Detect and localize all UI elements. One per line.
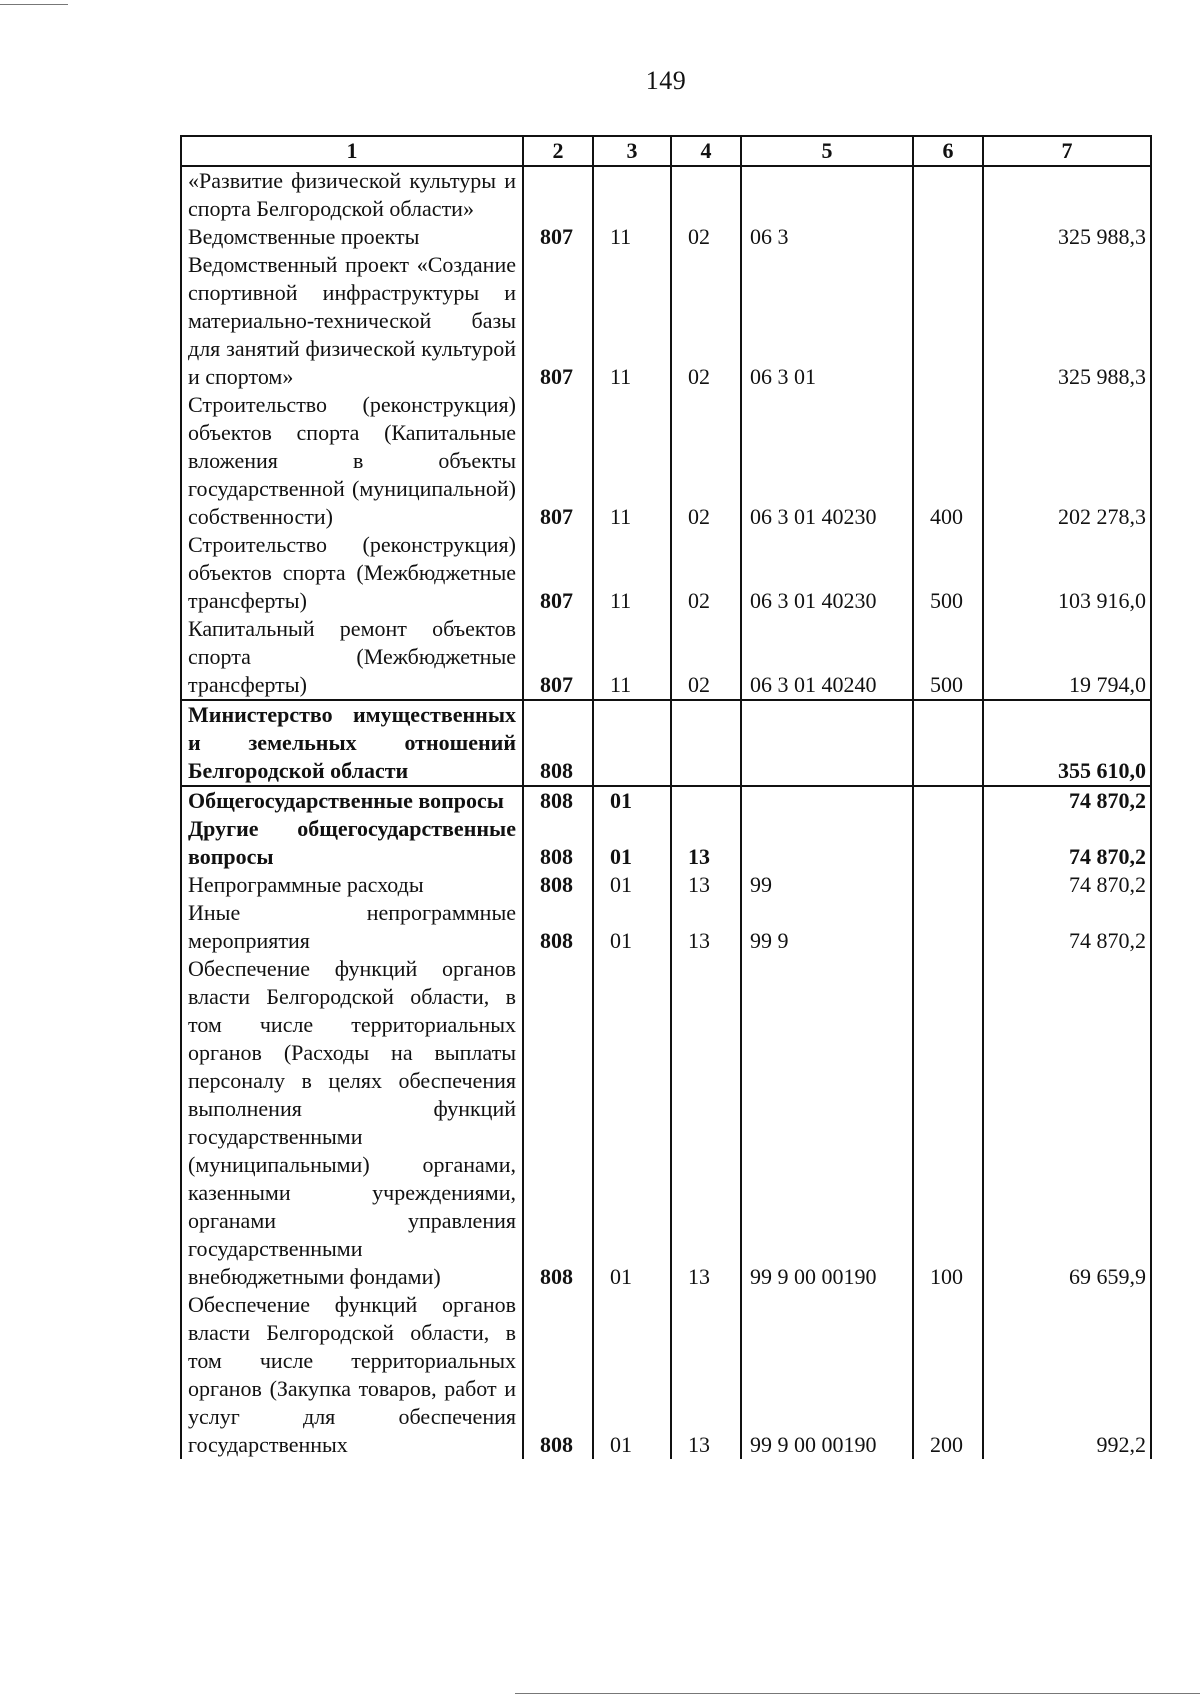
ministry-code: 808	[523, 815, 593, 871]
target-article-code	[741, 700, 913, 786]
expense-kind-code: 100	[913, 955, 983, 1291]
subsection-code: 02	[671, 615, 741, 700]
row-name: «Развитие физической культуры и спорта Белгородской области»	[181, 166, 523, 223]
table-row	[181, 391, 1151, 531]
row-name: Обеспечение функций органов власти Белгородской области, в том числе территориальных органов (Расходы на выплаты персоналу в целях обеспечения выполнения функций государственными (муниципальными) органами, казенными учреждениями, органами управления государственными внебюджетными фондами)	[181, 955, 523, 1291]
subsection-code: 02	[671, 531, 741, 615]
amount: 202 278,3	[983, 391, 1151, 531]
row-name: Иные непрограммные мероприятия	[181, 899, 523, 955]
subsection-code: 02	[671, 251, 741, 391]
section-code: 11	[593, 251, 671, 391]
table-row	[181, 615, 1151, 700]
subsection-code: 13	[671, 899, 741, 955]
row-name: Капитальный ремонт объектов спорта (Межбюджетные трансферты)	[181, 615, 523, 700]
expense-kind-code	[913, 899, 983, 955]
section-code	[593, 700, 671, 786]
ministry-code	[523, 166, 593, 223]
expense-kind-code	[913, 251, 983, 391]
subsection-code: 02	[671, 223, 741, 251]
section-code: 11	[593, 223, 671, 251]
row-name: Непрограммные расходы	[181, 871, 523, 899]
ministry-code: 807	[523, 615, 593, 700]
row-name: Другие общегосударственные вопросы	[181, 815, 523, 871]
table-row	[181, 899, 1151, 955]
table-row	[181, 166, 1151, 223]
amount	[983, 166, 1151, 223]
expense-kind-code	[913, 871, 983, 899]
amount: 325 988,3	[983, 223, 1151, 251]
section-code: 01	[593, 1291, 671, 1459]
amount: 19 794,0	[983, 615, 1151, 700]
expense-kind-code	[913, 223, 983, 251]
target-article-code: 06 3	[741, 223, 913, 251]
column-header: 7	[983, 136, 1151, 166]
scan-edge-line	[515, 1693, 1200, 1694]
table-row	[181, 700, 1151, 786]
budget-table	[180, 135, 1152, 1459]
ministry-code: 808	[523, 871, 593, 899]
table-row	[181, 871, 1151, 899]
ministry-code: 808	[523, 700, 593, 786]
amount: 74 870,2	[983, 871, 1151, 899]
table-row	[181, 815, 1151, 871]
table-row	[181, 223, 1151, 251]
section-code: 11	[593, 615, 671, 700]
scan-edge-line	[0, 4, 68, 5]
subsection-code: 02	[671, 391, 741, 531]
table-row	[181, 955, 1151, 1291]
amount: 74 870,2	[983, 786, 1151, 815]
row-name: Министерство имущественных и земельных отношений Белгородской области	[181, 700, 523, 786]
column-header: 5	[741, 136, 913, 166]
target-article-code: 06 3 01	[741, 251, 913, 391]
column-header: 4	[671, 136, 741, 166]
section-code	[593, 166, 671, 223]
section-code: 01	[593, 815, 671, 871]
ministry-code: 807	[523, 251, 593, 391]
subsection-code	[671, 786, 741, 815]
target-article-code: 06 3 01 40230	[741, 391, 913, 531]
ministry-code: 807	[523, 223, 593, 251]
ministry-code: 808	[523, 955, 593, 1291]
row-name: Обеспечение функций органов власти Белгородской области, в том числе территориальных органов (Закупка товаров, работ и услуг для обеспечения государственных	[181, 1291, 523, 1459]
amount: 69 659,9	[983, 955, 1151, 1291]
expense-kind-code: 200	[913, 1291, 983, 1459]
table-row	[181, 531, 1151, 615]
section-code: 11	[593, 531, 671, 615]
section-code: 01	[593, 955, 671, 1291]
column-header: 1	[181, 136, 523, 166]
page-number: 149	[645, 66, 687, 95]
target-article-code	[741, 786, 913, 815]
target-article-code: 99	[741, 871, 913, 899]
subsection-code: 13	[671, 871, 741, 899]
target-article-code: 06 3 01 40230	[741, 531, 913, 615]
table-row	[181, 786, 1151, 815]
ministry-code: 808	[523, 899, 593, 955]
subsection-code: 13	[671, 955, 741, 1291]
column-header: 3	[593, 136, 671, 166]
table-header-row	[181, 136, 1151, 166]
target-article-code: 99 9 00 00190	[741, 955, 913, 1291]
target-article-code: 99 9 00 00190	[741, 1291, 913, 1459]
expense-kind-code	[913, 815, 983, 871]
amount: 992,2	[983, 1291, 1151, 1459]
target-article-code	[741, 166, 913, 223]
subsection-code	[671, 700, 741, 786]
amount: 355 610,0	[983, 700, 1151, 786]
subsection-code	[671, 166, 741, 223]
ministry-code: 807	[523, 531, 593, 615]
target-article-code: 06 3 01 40240	[741, 615, 913, 700]
amount: 103 916,0	[983, 531, 1151, 615]
amount: 74 870,2	[983, 899, 1151, 955]
row-name: Строительство (реконструкция) объектов спорта (Межбюджетные трансферты)	[181, 531, 523, 615]
ministry-code: 807	[523, 391, 593, 531]
expense-kind-code	[913, 166, 983, 223]
expense-kind-code: 500	[913, 531, 983, 615]
row-name: Ведомственные проекты	[181, 223, 523, 251]
column-header: 2	[523, 136, 593, 166]
section-code: 01	[593, 871, 671, 899]
expense-kind-code	[913, 700, 983, 786]
ministry-code: 808	[523, 1291, 593, 1459]
subsection-code: 13	[671, 1291, 741, 1459]
expense-kind-code: 400	[913, 391, 983, 531]
section-code: 11	[593, 391, 671, 531]
target-article-code: 99 9	[741, 899, 913, 955]
table-row	[181, 251, 1151, 391]
amount: 74 870,2	[983, 815, 1151, 871]
row-name: Ведомственный проект «Создание спортивной инфраструктуры и материально-технической базы для занятий физической культурой и спортом»	[181, 251, 523, 391]
expense-kind-code: 500	[913, 615, 983, 700]
amount: 325 988,3	[983, 251, 1151, 391]
column-header: 6	[913, 136, 983, 166]
section-code: 01	[593, 899, 671, 955]
section-code: 01	[593, 786, 671, 815]
row-name: Строительство (реконструкция) объектов спорта (Капитальные вложения в объекты государственной (муниципальной) собственности)	[181, 391, 523, 531]
table-body	[181, 166, 1151, 1459]
expense-kind-code	[913, 786, 983, 815]
ministry-code: 808	[523, 786, 593, 815]
row-name: Общегосударственные вопросы	[181, 786, 523, 815]
target-article-code	[741, 815, 913, 871]
subsection-code: 13	[671, 815, 741, 871]
table-row	[181, 1291, 1151, 1459]
